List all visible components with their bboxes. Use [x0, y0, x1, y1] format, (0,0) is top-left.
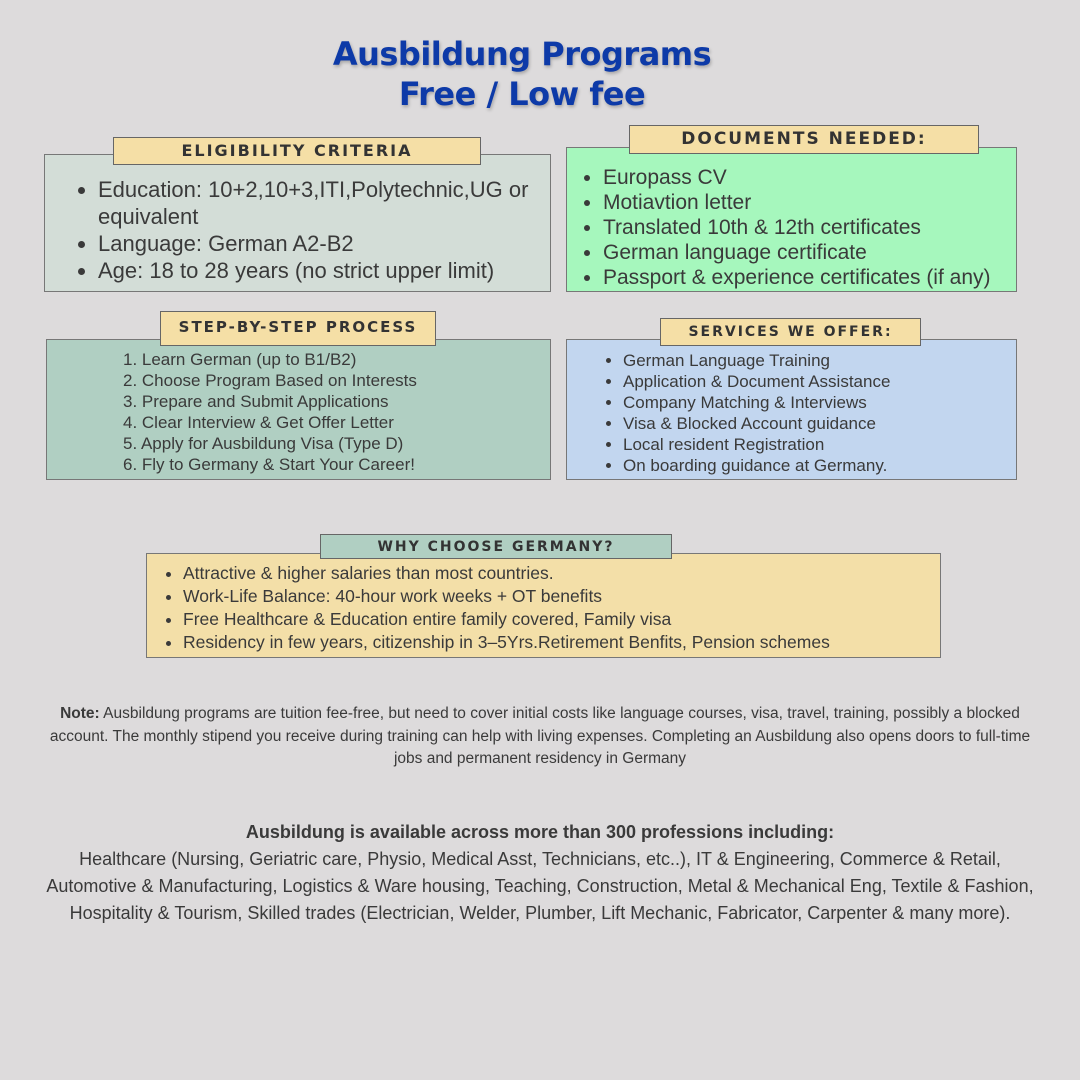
- note-paragraph: [44, 703, 1036, 771]
- list-item: • Language: German A2-B2: [98, 230, 550, 257]
- eligibility-list: [98, 176, 550, 284]
- note-text: Ausbildung programs are tuition fee-free, but need to cover initial costs like language courses, visa, travel, training, possibly a blocked account. The monthly stipend you receive during training can help with living expenses. Completing an Ausbildung also opens doors to full-time jobs and permanent residency in Germany: [49, 705, 1031, 767]
- list-item: 1. Learn German (up to B1/B2): [123, 350, 357, 369]
- why-germany-heading: WHY CHOOSE GERMANY?: [320, 534, 672, 559]
- process-heading: STEP-BY-STEP PROCESS: [160, 311, 436, 346]
- professions-text: Healthcare (Nursing, Geriatric care, Physio, Medical Asst, Technicians, etc..), IT & Engineering, Commerce & Retail, Automotive & Manufacturing, Logistics & Ware housing, Teaching, Construction, Metal & Mechanical Eng, Textile & Fashion, Hospitality & Tourism, Skilled trades (Electrician, Welder, Plumber, Lift Mechanic, Fabricator, Carpenter & many more).: [46, 849, 1034, 923]
- list-item: 4. Clear Interview & Get Offer Letter: [123, 413, 394, 432]
- page-subtitle: Free / Low fee: [398, 75, 646, 113]
- list-item: • Attractive & higher salaries than most countries.: [183, 562, 830, 585]
- services-list: [623, 350, 890, 476]
- list-item: • Passport & experience certificates (if any): [603, 265, 991, 290]
- eligibility-heading: ELIGIBILITY CRITERIA: [113, 137, 481, 165]
- services-heading: SERVICES WE OFFER:: [660, 318, 921, 346]
- list-item: • Free Healthcare & Education entire family covered, Family visa: [183, 608, 830, 631]
- list-item: • Motiavtion letter: [603, 190, 991, 215]
- list-item: • Europass CV: [603, 165, 991, 190]
- list-item: • Application & Document Assistance: [623, 371, 890, 392]
- list-item: • German language certificate: [603, 240, 991, 265]
- professions-heading: Ausbildung is available across more than 300 professions including:: [245, 822, 835, 842]
- list-item: • Residency in few years, citizenship in 3–5Yrs.Retirement Benfits, Pension schemes: [183, 631, 830, 654]
- documents-list: [603, 165, 991, 290]
- documents-heading: DOCUMENTS NEEDED:: [629, 125, 979, 154]
- list-item: • Education: 10+2,10+3,ITI,Polytechnic,UG or equivalent: [98, 176, 550, 230]
- why-germany-list: [183, 562, 830, 654]
- list-item: • Work-Life Balance: 40-hour work weeks + OT benefits: [183, 585, 830, 608]
- list-item: • On boarding guidance at Germany.: [623, 455, 890, 476]
- list-item: 2. Choose Program Based on Interests: [123, 371, 417, 390]
- list-item: 6. Fly to Germany & Start Your Career!: [123, 455, 415, 474]
- why-germany-panel: [146, 553, 941, 658]
- page-title: Ausbildung Programs: [332, 35, 712, 73]
- list-item: 5. Apply for Ausbildung Visa (Type D): [123, 434, 404, 453]
- eligibility-panel: [44, 154, 551, 292]
- services-panel: [566, 339, 1017, 480]
- list-item: • Translated 10th & 12th certificates: [603, 215, 991, 240]
- process-list: [123, 349, 417, 475]
- list-item: • Company Matching & Interviews: [623, 392, 890, 413]
- list-item: 3. Prepare and Submit Applications: [123, 392, 389, 411]
- note-label: Note:: [60, 705, 100, 722]
- process-panel: [46, 339, 551, 480]
- list-item: • Age: 18 to 28 years (no strict upper limit): [98, 257, 550, 284]
- documents-panel: [566, 147, 1017, 292]
- list-item: • Local resident Registration: [623, 434, 890, 455]
- list-item: • German Language Training: [623, 350, 890, 371]
- list-item: • Visa & Blocked Account guidance: [623, 413, 890, 434]
